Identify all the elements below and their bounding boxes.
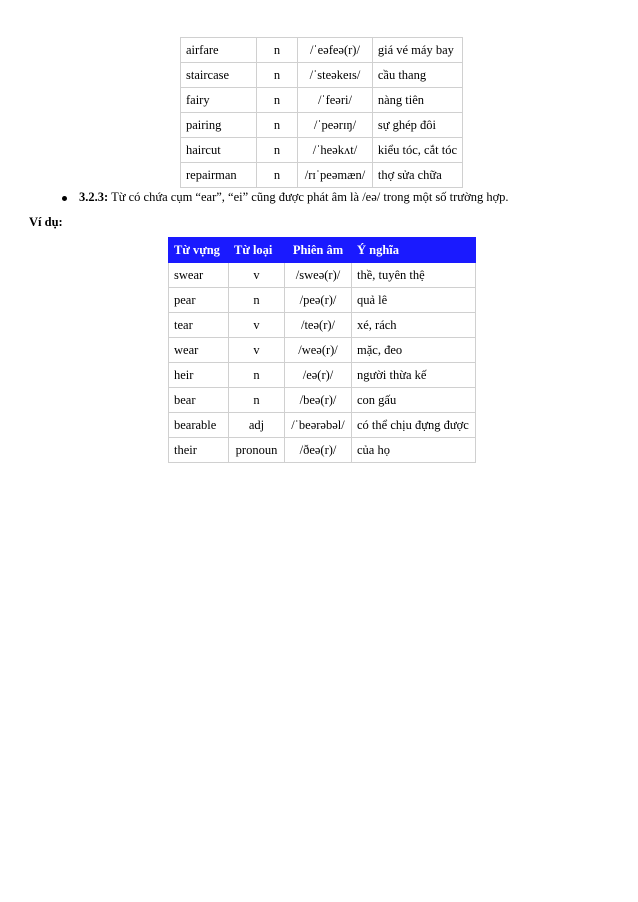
section-number: 3.2.3: [79, 190, 109, 204]
cell-type: n [256, 138, 297, 163]
cell-phonetic: /teə(r)/ [285, 313, 352, 338]
table-row [181, 38, 463, 63]
cell-meaning: mặc, đeo [352, 338, 476, 363]
cell-meaning: nàng tiên [372, 88, 462, 113]
cell-type: n [229, 288, 285, 313]
cell-word: their [169, 438, 229, 463]
cell-phonetic: /ðeə(r)/ [285, 438, 352, 463]
cell-phonetic: /peə(r)/ [285, 288, 352, 313]
cell-phonetic: /sweə(r)/ [285, 263, 352, 288]
section-text: Từ có chứa cụm “ear”, “ei” cũng được phát âm là /eə/ trong một số trường hợp. [108, 190, 509, 204]
cell-meaning: xé, rách [352, 313, 476, 338]
table-row [169, 438, 476, 463]
cell-word: wear [169, 338, 229, 363]
cell-word: staircase [181, 63, 257, 88]
cell-word: pairing [181, 113, 257, 138]
cell-type: v [229, 313, 285, 338]
header-row [169, 238, 476, 263]
table-row [169, 313, 476, 338]
cell-phonetic: /ˈfeəri/ [298, 88, 373, 113]
cell-word: bear [169, 388, 229, 413]
table-row [169, 263, 476, 288]
cell-phonetic: /rɪˈpeəmæn/ [298, 163, 373, 188]
cell-word: haircut [181, 138, 257, 163]
cell-phonetic: /beə(r)/ [285, 388, 352, 413]
cell-type: n [256, 38, 297, 63]
cell-phonetic: /eə(r)/ [285, 363, 352, 388]
cell-type: v [229, 338, 285, 363]
cell-type: n [229, 363, 285, 388]
cell-meaning: kiểu tóc, cắt tóc [372, 138, 462, 163]
cell-word: heir [169, 363, 229, 388]
header-phonetic: Phiên âm [285, 238, 352, 263]
bullet-icon [62, 196, 67, 201]
table-row [169, 338, 476, 363]
table-row [169, 363, 476, 388]
cell-word: tear [169, 313, 229, 338]
cell-type: v [229, 263, 285, 288]
cell-word: swear [169, 263, 229, 288]
section-3-2-3 [62, 190, 509, 205]
cell-meaning: thợ sửa chữa [372, 163, 462, 188]
cell-meaning: thề, tuyên thệ [352, 263, 476, 288]
vocabulary-table-body [181, 38, 463, 188]
table-row [169, 288, 476, 313]
cell-type: n [256, 63, 297, 88]
cell-phonetic: /ˈheəkʌt/ [298, 138, 373, 163]
table-row [181, 88, 463, 113]
table-row [181, 113, 463, 138]
example-label: Ví dụ: [29, 215, 63, 229]
cell-phonetic: /ˈpeərɪŋ/ [298, 113, 373, 138]
table-row [181, 163, 463, 188]
cell-type: adj [229, 413, 285, 438]
cell-word: repairman [181, 163, 257, 188]
header-type: Từ loại [229, 238, 285, 263]
cell-word: airfare [181, 38, 257, 63]
example-table-body [169, 263, 476, 463]
cell-phonetic: /weə(r)/ [285, 338, 352, 363]
cell-meaning: giá vé máy bay [372, 38, 462, 63]
table-row [169, 388, 476, 413]
cell-word: pear [169, 288, 229, 313]
cell-type: n [256, 88, 297, 113]
vocabulary-table-continued [180, 37, 463, 188]
example-table-header [169, 238, 476, 263]
cell-meaning: người thừa kế [352, 363, 476, 388]
cell-meaning: của họ [352, 438, 476, 463]
cell-meaning: cầu thang [372, 63, 462, 88]
cell-meaning: có thể chịu đựng được [352, 413, 476, 438]
cell-phonetic: /ˈbeərəbəl/ [285, 413, 352, 438]
header-meaning: Ý nghĩa [352, 238, 476, 263]
header-word: Từ vựng [169, 238, 229, 263]
cell-phonetic: /ˈsteəkeɪs/ [298, 63, 373, 88]
table-row [169, 413, 476, 438]
cell-meaning: sự ghép đôi [372, 113, 462, 138]
cell-type: n [256, 113, 297, 138]
cell-phonetic: /ˈeəfeə(r)/ [298, 38, 373, 63]
cell-type: n [229, 388, 285, 413]
table-row [181, 63, 463, 88]
cell-type: pronoun [229, 438, 285, 463]
table-row [181, 138, 463, 163]
cell-word: fairy [181, 88, 257, 113]
cell-type: n [256, 163, 297, 188]
cell-word: bearable [169, 413, 229, 438]
cell-meaning: con gấu [352, 388, 476, 413]
cell-meaning: quả lê [352, 288, 476, 313]
example-vocabulary-table [168, 237, 476, 463]
